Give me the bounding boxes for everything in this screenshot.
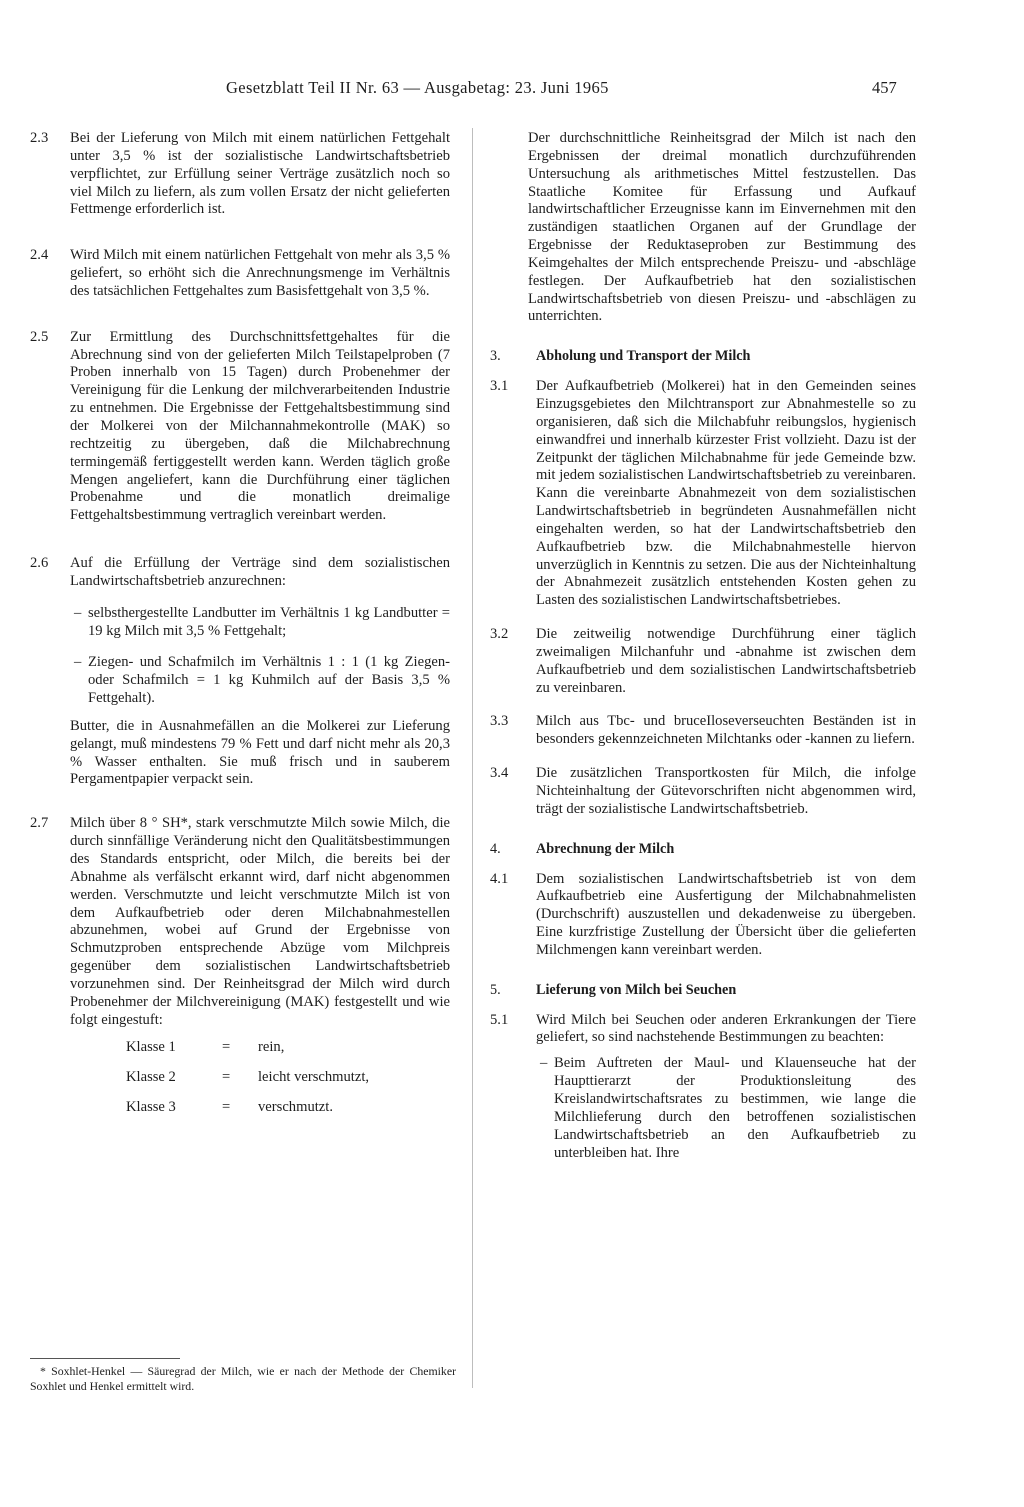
paragraph-4-1: [490, 871, 916, 960]
section-title: Abholung und Transport der Milch: [536, 348, 751, 365]
section-heading-5: [490, 982, 916, 1000]
paragraph-number: 2.7: [30, 815, 49, 832]
paragraph-number: 3.1: [490, 378, 509, 395]
klassen-table: [126, 1039, 450, 1129]
klasse-label: Klasse 3: [126, 1099, 176, 1116]
equals-sign: =: [222, 1039, 231, 1056]
paragraph-2-4: [30, 247, 450, 301]
paragraph-number: 2.5: [30, 328, 49, 345]
klasse-label: Klasse 2: [126, 1069, 176, 1086]
right-column: [490, 130, 916, 1178]
paragraph-3-2: [490, 626, 916, 697]
section-number: 5.: [490, 981, 501, 998]
column-divider: [472, 128, 473, 1388]
equals-sign: =: [222, 1099, 231, 1116]
page-header: [0, 76, 1024, 102]
klasse-value: rein,: [258, 1039, 285, 1056]
section-title: Lieferung von Milch bei Seuchen: [536, 981, 737, 998]
paragraph-number: 3.2: [490, 626, 509, 643]
paragraph-text: Wird Milch mit einem natürlichen Fettgehalt von mehr als 3,5 % geliefert, so erhöht sich die Anrechnungsmenge im Verhältnis des tatsächlichen Fettgehaltes zum Basisfettgehalt von 3,5 %.: [70, 247, 450, 299]
paragraph-number: 2.6: [30, 555, 49, 572]
paragraph-text: Bei der Lieferung von Milch mit einem natürlichen Fettgehalt unter 3,5 % ist der sozialistische Landwirtschaftsbetrieb verpflichtet, zur Erfüllung seiner Verträge zusätzlich noch so viel Milch zu liefern, als zum vollen Ersatz der nicht gelieferten Fettmenge erforderlich ist.: [70, 130, 450, 218]
paragraph-text: Der Aufkaufbetrieb (Molkerei) hat in den Gemeinden seines Einzugsgebietes den Milchtransport zur Abnahmestelle so zu organisieren, daß sich die Milchabfuhr reibungslos, hygienisch einwandfrei und innerhalb kürzester Frist vollzieht. Dazu ist der Zeitpunkt der täglichen Milchabnahme für jede Gemeinde bzw. mit jedem sozialistischen Landwirtschaftsbetrieb zu vereinbaren. Kann die vereinbarte Abnahmezeit von dem sozialistischen Landwirtschaftsbetrieb in begründeten Ausnahmefällen nicht eingehalten werden, so hat der Landwirtschaftsbetrieb den Aufkaufbetrieb bzw. die Milchabnahmestelle hiervon unverzüglich in Kenntnis zu setzen. Die aus der Nichteinhaltung der Abnahmezeit zusätzlich entstehenden Kosten gehen zu Lasten des sozialistischen Landwirtschaftsbetriebes.: [536, 378, 916, 609]
paragraph-2-3: [30, 130, 450, 219]
dash-text: selbsthergestellte Landbutter im Verhältnis 1 kg Landbutter = 19 kg Milch mit 3,5 % Fettgehalt;: [88, 604, 450, 639]
dash-item: [70, 654, 450, 708]
klasse-row: [126, 1039, 450, 1069]
continuation-paragraph: [490, 130, 916, 326]
klasse-row: [126, 1099, 450, 1129]
section-heading-3: [490, 348, 916, 366]
section-number: 4.: [490, 840, 501, 857]
paragraph-text: Die zusätzlichen Transportkosten für Milch, die infolge Nichteinhaltung der Gütevorschriften nicht abgenommen wird, trägt der sozialistische Landwirtschaftsbetrieb.: [536, 765, 916, 817]
paragraph-number: 5.1: [490, 1011, 509, 1028]
paragraph-3-3: [490, 713, 916, 749]
footnote: [30, 1358, 456, 1393]
paragraph-text: Auf die Erfüllung der Verträge sind dem sozialistischen Landwirtschaftsbetrieb anzurechnen:: [70, 555, 450, 589]
paragraph-number: 2.4: [30, 247, 49, 264]
klasse-value: verschmutzt.: [258, 1099, 333, 1116]
klasse-label: Klasse 1: [126, 1039, 176, 1056]
paragraph-5-1: [490, 1012, 916, 1163]
header-title: Gesetzblatt Teil II Nr. 63 — Ausgabetag: 23. Juni 1965: [226, 78, 609, 97]
section-heading-4: [490, 841, 916, 859]
dash-item: [70, 605, 450, 641]
paragraph-number: 2.3: [30, 130, 49, 146]
paragraph-3-1: [490, 378, 916, 610]
section-number: 3.: [490, 348, 501, 365]
paragraph-text: Zur Ermittlung des Durchschnittsfettgehaltes für die Abrechnung sind von der gelieferten Milch Teilstapelproben (7 Proben innerhalb von 15 Tagen) durch Probenehmer der Vereinigung für die Lenkung der milchverarbeitenden Industrie zu entnehmen. Die Ergebnisse der Fettgehaltsbestimmung sind der Molkerei von der Milchannahmekontrolle (MAK) so rechtzeitig zu übergeben, daß die Milchabrechnung termingemäß fertiggestellt werden kann. Werden täglich große Mengen angeliefert, kann die Durchführung einer täglichen Probenahme und die monatlich dreimalige Fettgehaltsbestimmung vertraglich vereinbart werden.: [70, 328, 450, 524]
paragraph-text: Milch über 8 ° SH*, stark verschmutzte Milch sowie Milch, die durch sinnfällige Veränderung nicht den Qualitätsbestimmungen des Standards entspricht, oder Milch, die bereits bei der Abnahme als verfälscht erkannt wird, darf nicht abgenommen werden. Verschmutzte und leicht verschmutzte Milch ist von dem Aufkaufbetrieb oder deren Milchabnahmestellen abzunehmen, wobei auf Grund der Ergebnisse von Schmutzproben entsprechende Abzüge vom Milchpreis gegenüber dem sozialistischen Landwirtschaftsbetrieb vorzunehmen sind. Der Reinheitsgrad der Milch wird durch Probenehmer der Milchvereinigung (MAK) festgestellt und wie folgt eingestuft:: [70, 815, 450, 1028]
paragraph-text: Butter, die in Ausnahmefällen an die Molkerei zur Lieferung gelangt, muß mindestens 79 % Fett und darf nicht mehr als 20,3 % Wasser enthalten. Sie muß frisch und in sauberem Pergamentpapier verpackt sein.: [70, 717, 450, 788]
paragraph-text: Milch aus Tbc- und bruceIloseverseuchten Beständen ist in besonders gekennzeichneten Milchtanks oder -kannen zu liefern.: [536, 713, 916, 748]
footnote-text: * Soxhlet-Henkel — Säuregrad der Milch, wie er nach der Methode der Chemiker Soxhlet und Henkel ermittelt wird.: [30, 1364, 456, 1393]
dash-item: [536, 1055, 916, 1162]
dash-mark: –: [540, 1055, 548, 1072]
dash-text: Ziegen- und Schafmilch im Verhältnis 1 : 1 (1 kg Ziegen- oder Schafmilch = 1 kg Kuhmilch auf der Basis 3,5 % Fettgehalt).: [88, 654, 450, 707]
page-number: 457: [872, 78, 897, 97]
paragraph-2-7: [30, 815, 450, 1129]
paragraph-2-6: [30, 555, 450, 789]
footnote-rule: [30, 1358, 180, 1359]
paragraph-number: 3.3: [490, 713, 509, 730]
section-title: Abrechnung der Milch: [536, 840, 675, 857]
klasse-value: leicht verschmutzt,: [258, 1069, 370, 1086]
dash-mark: –: [74, 604, 82, 621]
paragraph-3-4: [490, 765, 916, 819]
dash-mark: –: [74, 654, 82, 671]
paragraph-text: Wird Milch bei Seuchen oder anderen Erkrankungen der Tiere geliefert, so sind nachstehende Bestimmungen zu beachten:: [536, 1011, 916, 1046]
paragraph-number: 3.4: [490, 765, 509, 782]
left-column: [30, 130, 450, 1145]
paragraph-text: Dem sozialistischen Landwirtschaftsbetrieb ist von dem Aufkaufbetrieb eine Ausfertigung der Milchabnahmelisten (Durchschrift) auszustellen und dekadenweise zu übergeben. Eine kurzfristige Zustellung der Übersicht über die gelieferten Milchmengen kann vereinbart werden.: [536, 870, 916, 958]
paragraph-2-5: [30, 329, 450, 525]
paragraph-text: Der durchschnittliche Reinheitsgrad der Milch ist nach den Ergebnissen der dreimal monatlich durchzuführenden Untersuchung als arithmetisches Mittel festzustellen. Das Staatliche Komitee für Erfassung und Aufkauf landwirtschaftlicher Erzeugnisse kann im Einvernehmen mit den zuständigen staatlichen Organen auf der Grundlage der Ergebnisse der Reduktaseproben zur Bestimmung des Keimgehaltes der Milch entsprechende Preiszu- und -abschläge festlegen. Der Aufkaufbetrieb hat den sozialistischen Landwirtschaftsbetrieb von diesen Preiszu- und -abschlägen zu unterrichten.: [528, 130, 916, 325]
dash-text: Beim Auftreten der Maul- und Klauenseuche hat der Haupttierarzt der Produktionsleitung des Kreislandwirtschaftsrates zu bestimmen, wie lange die Milchlieferung durch den betroffenen sozialistischen Landwirtschaftsbetrieb an den Aufkaufbetrieb zu unterbleiben hat. Ihre: [554, 1055, 916, 1161]
equals-sign: =: [222, 1069, 231, 1086]
paragraph-text: Die zeitweilig notwendige Durchführung einer täglich zweimaligen Milchanfuhr und -abnahme ist zwischen dem Aufkaufbetrieb und dem sozialistischen Landwirtschaftsbetrieb zu vereinbaren.: [536, 626, 916, 696]
paragraph-number: 4.1: [490, 870, 509, 887]
klasse-row: [126, 1069, 450, 1099]
